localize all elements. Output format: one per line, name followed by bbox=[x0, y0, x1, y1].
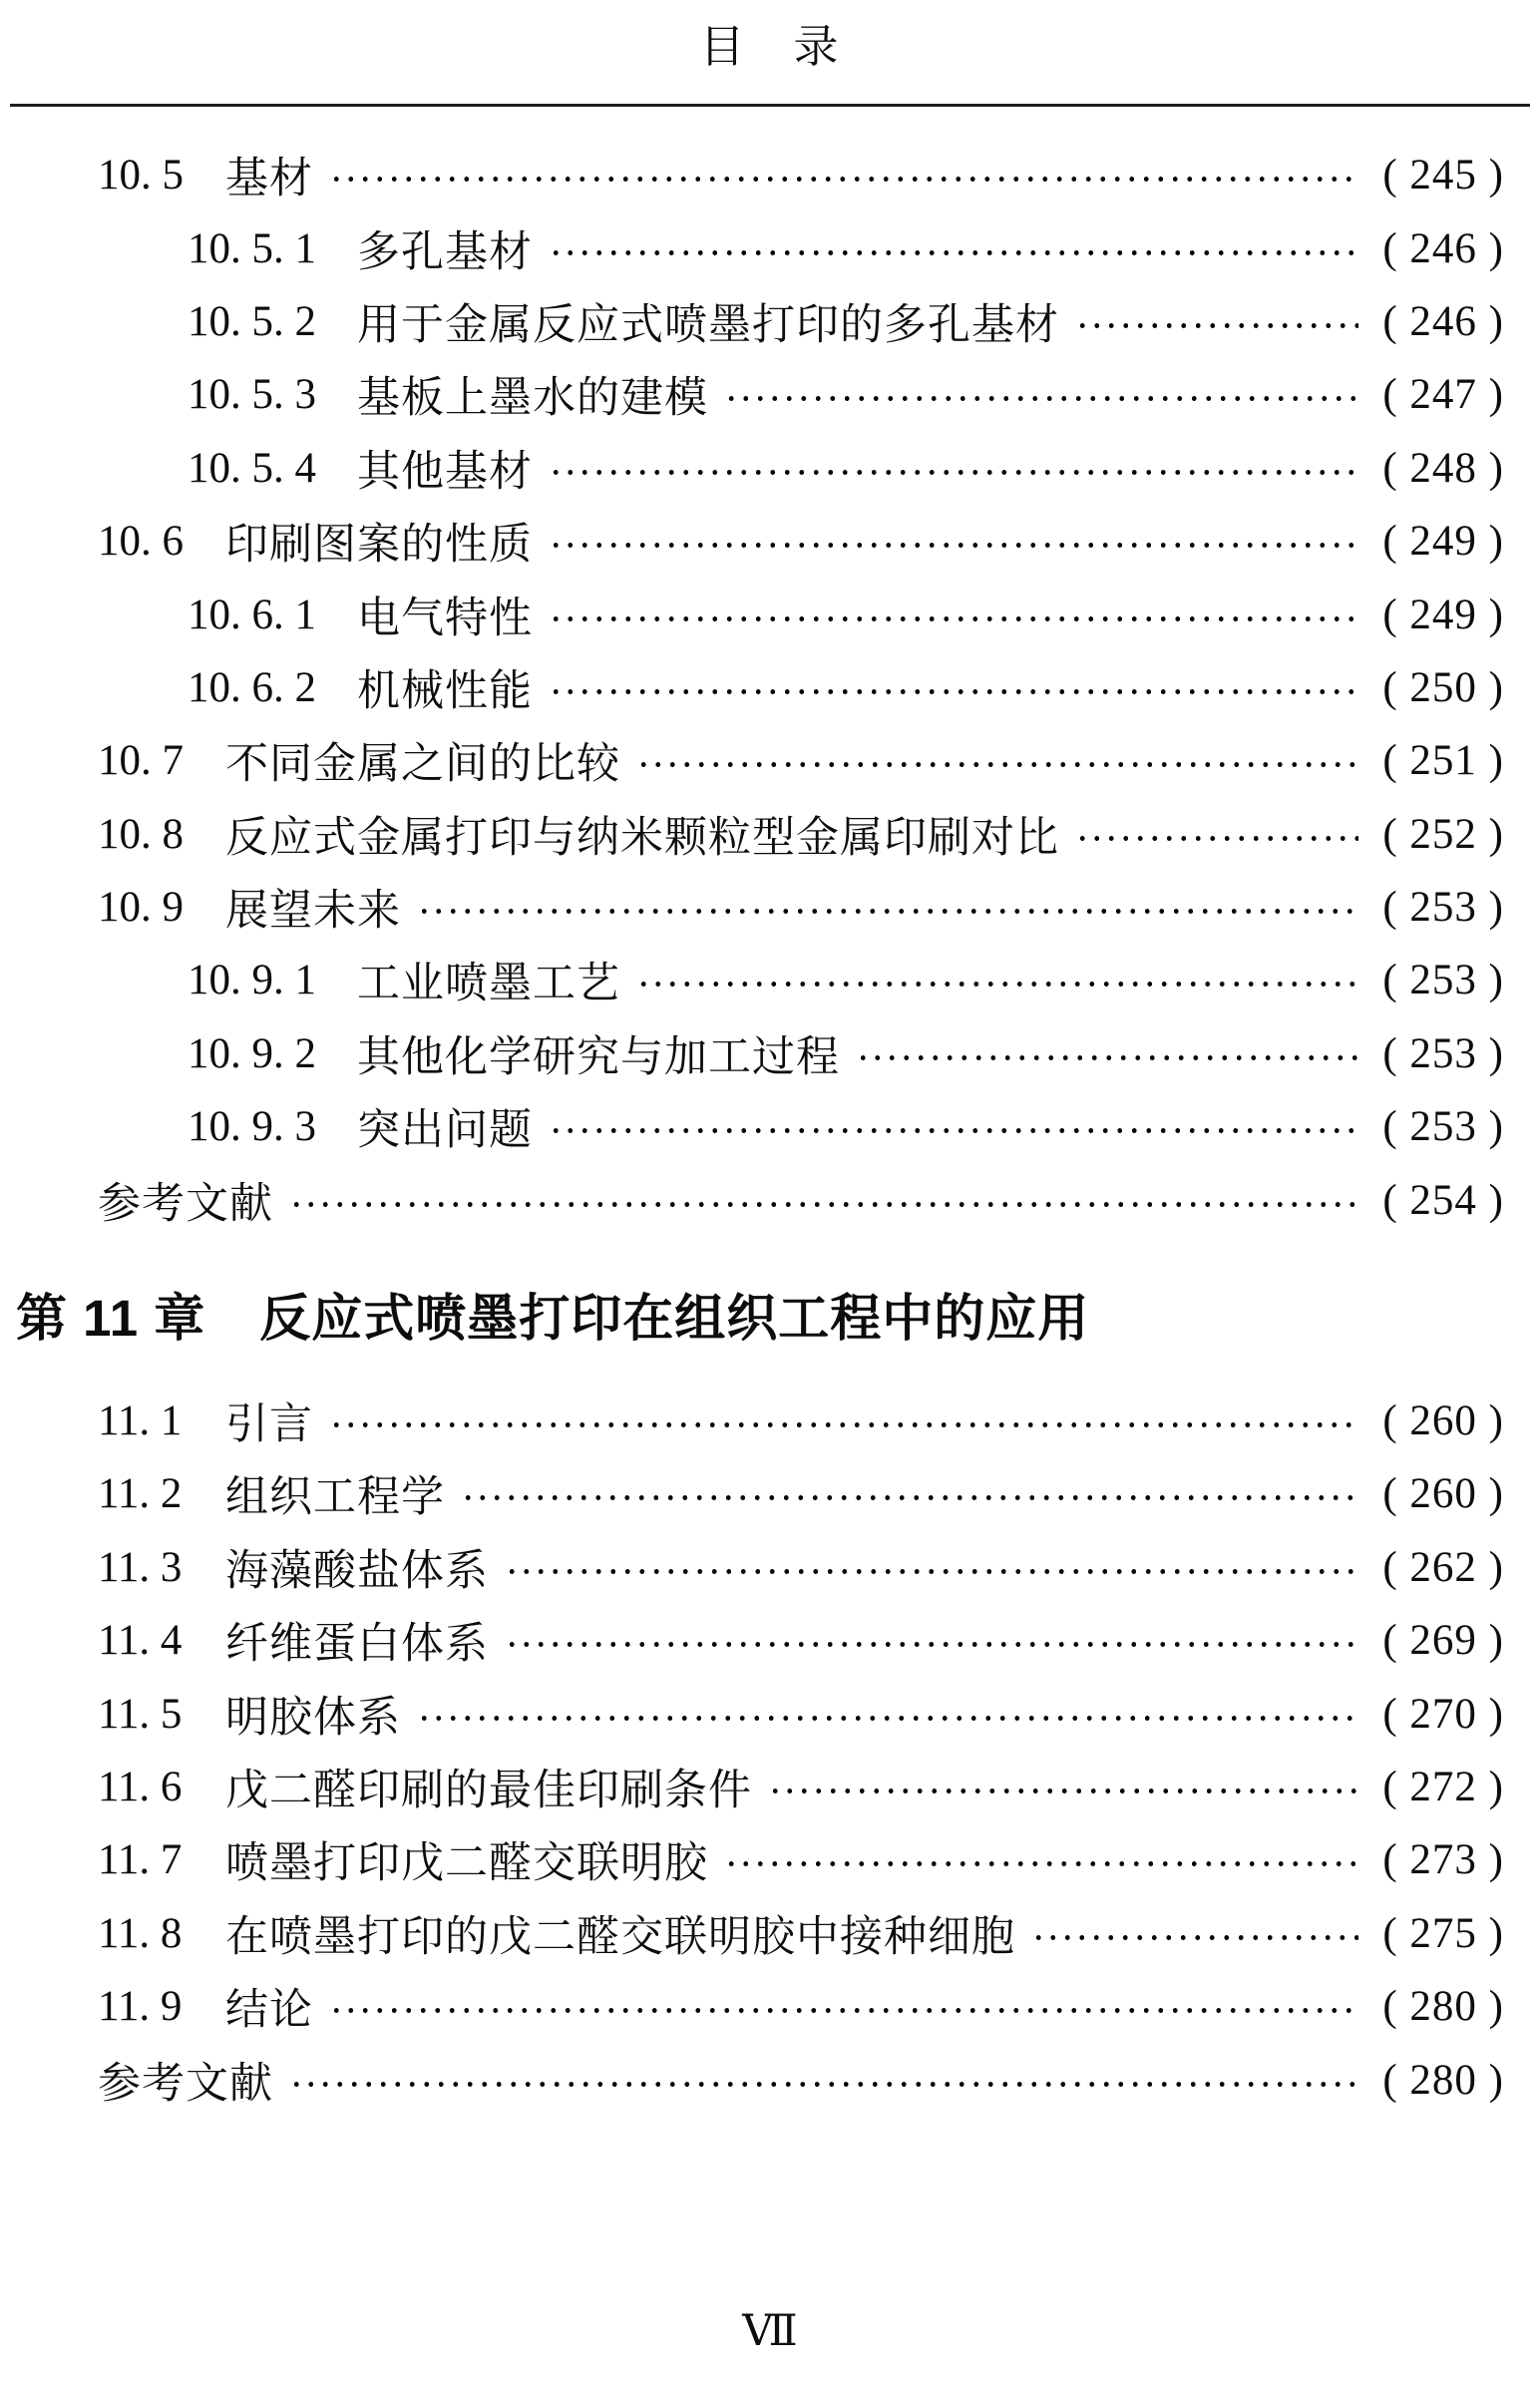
page-title: 目 录 bbox=[699, 22, 841, 72]
toc-entry-title: 参考文献 bbox=[98, 1180, 273, 1228]
toc-entry-number: 11. 5 bbox=[98, 1690, 183, 1738]
toc-entry-page: ( 246 ) bbox=[1382, 297, 1504, 345]
toc-section-chapter10 bbox=[0, 139, 1540, 1237]
toc-row bbox=[0, 285, 1540, 358]
toc-entry-title: 其他基材 bbox=[357, 448, 533, 496]
toc-row bbox=[0, 1531, 1540, 1604]
toc-row bbox=[0, 1677, 1540, 1750]
toc-entry-page: ( 249 ) bbox=[1382, 518, 1504, 566]
dot-leader bbox=[1075, 835, 1358, 842]
toc-row bbox=[0, 211, 1540, 284]
toc-entry-title: 海藻酸盐体系 bbox=[225, 1547, 489, 1595]
toc-entry-title: 多孔基材 bbox=[357, 228, 533, 276]
toc-entry-title: 反应式金属打印与纳米颗粒型金属印刷对比 bbox=[225, 814, 1059, 862]
toc-entry-title: 明胶体系 bbox=[225, 1694, 401, 1742]
toc-row bbox=[0, 944, 1540, 1016]
toc-entry-number: 10. 5. 3 bbox=[188, 371, 316, 419]
toc-entry-page: ( 270 ) bbox=[1382, 1690, 1504, 1738]
header-divider bbox=[10, 104, 1530, 107]
toc-entry-title: 突出问题 bbox=[357, 1107, 533, 1155]
toc-entry-title: 纤维蛋白体系 bbox=[225, 1621, 489, 1669]
toc-entry-number: 11. 8 bbox=[98, 1909, 183, 1957]
toc-row bbox=[0, 578, 1540, 650]
toc-row bbox=[0, 1970, 1540, 2043]
toc-entry-number: 11. 6 bbox=[98, 1764, 183, 1810]
toc-entry-page: ( 253 ) bbox=[1382, 1103, 1504, 1151]
toc-entry-title: 机械性能 bbox=[357, 667, 533, 715]
toc-row bbox=[0, 1090, 1540, 1163]
toc-entry-page: ( 262 ) bbox=[1382, 1543, 1504, 1591]
toc-entry-title: 戊二醛印刷的最佳印刷条件 bbox=[225, 1768, 752, 1814]
toc-entry-title: 不同金属之间的比较 bbox=[225, 741, 620, 789]
toc-entry-page: ( 272 ) bbox=[1382, 1764, 1504, 1810]
toc-entry-title: 喷墨打印戊二醛交联明胶 bbox=[225, 1840, 708, 1888]
footer-page-number: Ⅶ bbox=[742, 2308, 798, 2355]
toc-section-chapter11 bbox=[0, 1385, 1540, 2117]
toc-entry-page: ( 252 ) bbox=[1382, 810, 1504, 858]
toc-entry-page: ( 251 ) bbox=[1382, 737, 1504, 785]
toc-entry-title: 基板上墨水的建模 bbox=[357, 375, 708, 423]
toc-entry-title: 在喷墨打印的戊二醛交联明胶中接种细胞 bbox=[225, 1913, 1015, 1961]
toc-row bbox=[0, 432, 1540, 505]
toc-entry-number: 10. 9. 1 bbox=[188, 957, 316, 1004]
toc-entry-page: ( 254 ) bbox=[1382, 1176, 1504, 1224]
toc-entry-title: 组织工程学 bbox=[225, 1474, 445, 1522]
dot-leader bbox=[289, 2081, 1358, 2088]
toc-entry-number: 11. 3 bbox=[98, 1543, 183, 1591]
toc-entry-page: ( 247 ) bbox=[1382, 371, 1504, 419]
chapter-title-text: 反应式喷墨打印在组织工程中的应用 bbox=[259, 1289, 1090, 1347]
toc-entry-number: 10. 5. 4 bbox=[188, 444, 316, 492]
toc-entry-page: ( 253 ) bbox=[1382, 884, 1504, 932]
toc-entry-title: 工业喷墨工艺 bbox=[357, 961, 620, 1008]
toc-entry-page: ( 280 ) bbox=[1382, 1983, 1504, 2031]
toc-row bbox=[0, 2043, 1540, 2116]
toc-row bbox=[0, 1163, 1540, 1236]
dot-leader bbox=[329, 176, 1358, 183]
toc-entry-number: 11. 2 bbox=[98, 1470, 183, 1518]
dot-leader bbox=[636, 761, 1358, 768]
toc-entry-number: 11. 4 bbox=[98, 1617, 183, 1665]
toc-entry-number: 10. 9 bbox=[98, 884, 184, 932]
dot-leader bbox=[549, 469, 1358, 476]
toc-entry-page: ( 246 ) bbox=[1382, 224, 1504, 272]
toc-row bbox=[0, 358, 1540, 431]
toc-row bbox=[0, 1751, 1540, 1823]
toc-entry-number: 10. 6. 2 bbox=[188, 663, 316, 711]
toc-entry-page: ( 248 ) bbox=[1382, 444, 1504, 492]
toc-row bbox=[0, 1897, 1540, 1970]
toc-entry-number: 10. 5 bbox=[98, 152, 184, 199]
dot-leader bbox=[289, 1201, 1358, 1208]
toc-entry-number: 10. 9. 3 bbox=[188, 1103, 316, 1151]
dot-leader bbox=[329, 1421, 1358, 1428]
toc-row bbox=[0, 871, 1540, 944]
dot-leader bbox=[461, 1494, 1358, 1501]
toc-entry-number: 10. 7 bbox=[98, 737, 184, 785]
dot-leader bbox=[768, 1788, 1358, 1794]
toc-entry-title: 结论 bbox=[225, 1987, 313, 2035]
chapter-number-label: 第 11 章 bbox=[16, 1289, 206, 1347]
page-header bbox=[0, 0, 1540, 72]
toc-row bbox=[0, 724, 1540, 797]
toc-entry-page: ( 275 ) bbox=[1382, 1909, 1504, 1957]
dot-leader bbox=[856, 1054, 1358, 1061]
dot-leader bbox=[1075, 322, 1358, 329]
toc-row bbox=[0, 1457, 1540, 1530]
toc-row bbox=[0, 1823, 1540, 1896]
toc-row bbox=[0, 1017, 1540, 1090]
dot-leader bbox=[724, 1860, 1358, 1867]
toc-entry-title: 其他化学研究与加工过程 bbox=[357, 1033, 840, 1081]
toc-row bbox=[0, 139, 1540, 211]
toc-entry-page: ( 269 ) bbox=[1382, 1617, 1504, 1665]
toc-entry-number: 10. 6 bbox=[98, 518, 184, 566]
dot-leader bbox=[505, 1568, 1358, 1575]
toc-row bbox=[0, 798, 1540, 871]
dot-leader bbox=[549, 1127, 1358, 1134]
dot-leader bbox=[417, 1715, 1358, 1722]
toc-entry-title: 用于金属反应式喷墨打印的多孔基材 bbox=[357, 301, 1059, 349]
dot-leader bbox=[549, 249, 1358, 256]
dot-leader bbox=[549, 542, 1358, 549]
dot-leader bbox=[417, 908, 1358, 915]
dot-leader bbox=[1031, 1934, 1358, 1941]
toc-entry-number: 10. 5. 1 bbox=[188, 224, 316, 272]
dot-leader bbox=[505, 1641, 1358, 1648]
toc-row bbox=[0, 651, 1540, 724]
toc-entry-page: ( 260 ) bbox=[1382, 1397, 1504, 1445]
toc-entry-number: 10. 5. 2 bbox=[188, 297, 316, 345]
toc-entry-page: ( 273 ) bbox=[1382, 1836, 1504, 1884]
toc-entry-title: 参考文献 bbox=[98, 2060, 273, 2108]
toc-entry-title: 展望未来 bbox=[225, 888, 401, 936]
toc-entry-page: ( 260 ) bbox=[1382, 1470, 1504, 1518]
dot-leader bbox=[636, 981, 1358, 988]
toc-entry-number: 10. 9. 2 bbox=[188, 1029, 316, 1077]
toc-entry-title: 印刷图案的性质 bbox=[225, 522, 533, 570]
toc-entry-page: ( 253 ) bbox=[1382, 1029, 1504, 1077]
toc-entry-title: 引言 bbox=[225, 1401, 313, 1449]
toc-row bbox=[0, 1385, 1540, 1457]
toc-entry-number: 10. 8 bbox=[98, 810, 184, 858]
toc-entry-page: ( 253 ) bbox=[1382, 957, 1504, 1004]
toc-entry-title: 基材 bbox=[225, 156, 313, 203]
toc-entry-number: 11. 1 bbox=[98, 1397, 183, 1445]
toc-entry-page: ( 245 ) bbox=[1382, 152, 1504, 199]
toc-entry-number: 11. 9 bbox=[98, 1983, 183, 2031]
toc-row bbox=[0, 1604, 1540, 1677]
toc-entry-page: ( 249 ) bbox=[1382, 591, 1504, 638]
dot-leader bbox=[549, 688, 1358, 695]
dot-leader bbox=[329, 2007, 1358, 2014]
toc-entry-page: ( 280 ) bbox=[1382, 2056, 1504, 2104]
toc-row bbox=[0, 505, 1540, 578]
toc-entry-number: 10. 6. 1 bbox=[188, 591, 316, 638]
toc-entry-title: 电气特性 bbox=[357, 595, 533, 642]
chapter-11-heading bbox=[0, 1283, 1540, 1345]
dot-leader bbox=[549, 615, 1358, 622]
toc-entry-page: ( 250 ) bbox=[1382, 663, 1504, 711]
dot-leader bbox=[724, 395, 1358, 402]
toc-entry-number: 11. 7 bbox=[98, 1836, 183, 1884]
